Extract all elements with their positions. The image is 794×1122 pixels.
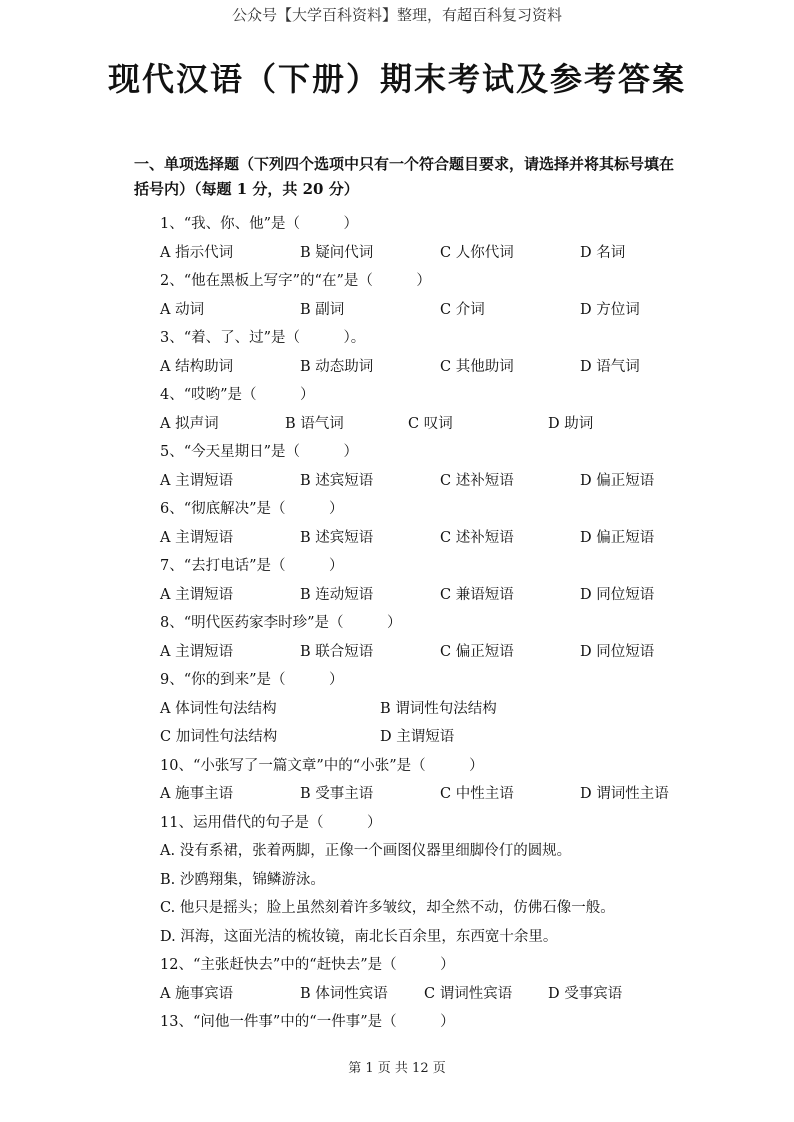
answer-option: B 连动短语 [300,586,374,603]
answer-option: B 谓词性句法结构 [380,700,497,717]
section-heading [134,152,734,202]
options-row [0,467,794,496]
question-line [0,438,794,467]
document-title: 现代汉语（下册）期末考试及参考答案 [107,60,686,98]
options-row [0,239,794,268]
answer-option: A 主谓短语 [160,586,234,603]
question-text: 2、“他在黑板上写字”的“在”是（ ） [160,273,431,289]
question-text: C. 他只是摇头；脸上虽然刻着许多皱纹，却全然不动，仿佛石像一般。 [160,900,615,916]
answer-option: D 谓词性主语 [580,786,669,802]
answer-option: D 受事宾语 [548,985,623,1002]
question-text: D. 洱海，这面光洁的梳妆镜，南北长百余里，东西宽十余里。 [160,928,558,945]
answer-option: D 语气词 [580,358,640,375]
answer-option: B 疑问代词 [300,244,374,261]
question-text: 6、“彻底解决”是（ ） [160,501,344,517]
answer-option: A 体词性句法结构 [160,700,277,717]
page-header: 公众号【大学百科资料】整理，有超百科复习资料 [231,6,562,24]
options-row [0,296,794,325]
answer-option: D 同位短语 [580,586,655,603]
answer-option: C 介词 [440,301,485,318]
answer-option: C 中性主语 [440,786,514,802]
answer-option: B 述宾短语 [300,529,374,546]
section-heading-line: 一、单项选择题（下列四个选项中只有一个符合题目要求，请选择并将其标号填在 [134,155,675,173]
question-text: 7、“去打电话”是（ ） [160,558,344,574]
question-line [0,495,794,524]
answer-option: A 动词 [160,301,205,318]
options-row [0,638,794,667]
answer-option: A 施事宾语 [160,985,234,1002]
options-row [0,695,794,724]
answer-option: B 联合短语 [300,643,374,660]
answer-option: A 主谓短语 [160,472,234,489]
question-text: 10、“小张写了一篇文章”中的“小张”是（ ） [160,757,484,774]
question-text: B. 沙鸥翔集，锦鳞游泳。 [160,871,325,888]
question-line [0,324,794,353]
question-line [0,752,794,781]
answer-option: A 结构助词 [160,358,234,375]
answer-option: C 述补短语 [440,472,514,489]
answer-option: C 谓词性宾语 [424,985,513,1002]
question-list [0,210,794,1037]
question-text: 5、“今天星期日”是（ ） [160,444,359,460]
question-line [0,837,794,866]
question-text: 12、“主张赶快去”中的“赶快去”是（ ） [160,957,455,973]
options-row [0,780,794,809]
answer-option: D 助词 [548,415,594,432]
answer-option: B 副词 [300,301,345,318]
answer-option: C 兼语短语 [440,586,514,603]
question-text: 11、运用借代的句子是（ ） [160,814,382,831]
answer-option: B 动态助词 [300,358,374,375]
options-row [0,723,794,752]
answer-option: C 叹词 [408,415,453,432]
question-text: 1、“我、你、他”是（ ） [160,216,359,232]
question-line [0,1008,794,1037]
answer-option: C 人你代词 [440,244,514,261]
options-row [0,980,794,1009]
question-line [0,666,794,695]
question-line [0,552,794,581]
question-line [0,381,794,410]
answer-option: C 加词性句法结构 [160,729,278,745]
answer-option: A 指示代词 [160,244,234,261]
page-footer: 第 1 页 共 12 页 [348,1061,446,1076]
question-line [0,951,794,980]
answer-option: C 述补短语 [440,529,514,546]
question-line [0,866,794,895]
options-row [0,524,794,553]
options-row [0,353,794,382]
answer-option: C 偏正短语 [440,643,514,660]
answer-option: B 述宾短语 [300,472,374,489]
question-text: 13、“问他一件事”中的“一件事”是（ ） [160,1014,455,1030]
answer-option: A 拟声词 [160,415,219,432]
answer-option: C 其他助词 [440,358,514,375]
question-text: 9、“你的到来”是（ ） [160,672,344,688]
answer-option: B 体词性宾语 [300,985,388,1002]
answer-option: B 受事主语 [300,786,374,802]
answer-option: D 偏正短语 [580,529,655,546]
answer-option: D 名词 [580,244,626,261]
question-line [0,894,794,923]
answer-option: D 方位词 [580,301,640,318]
answer-option: D 主谓短语 [380,729,455,745]
answer-option: A 主谓短语 [160,529,234,546]
answer-option: A 施事主语 [160,786,234,802]
question-text: 8、“明代医药家李时珍”是（ ） [160,615,402,631]
question-text: A. 没有系裙，张着两脚，正像一个画图仪器里细脚伶仃的圆规。 [160,843,572,859]
question-line [0,609,794,638]
question-line [0,267,794,296]
question-line [0,210,794,239]
options-row [0,410,794,439]
answer-option: A 主谓短语 [160,643,234,660]
answer-option: B 语气词 [285,415,344,432]
question-line [0,923,794,952]
question-line [0,809,794,838]
section-heading-line: 括号内）（每题 1 分，共 20 分） [134,180,359,198]
answer-option: D 偏正短语 [580,472,655,489]
options-row [0,581,794,610]
answer-option: D 同位短语 [580,643,655,660]
question-text: 4、“哎哟”是（ ） [160,387,315,403]
question-text: 3、“着、了、过”是（ ）。 [160,330,366,346]
